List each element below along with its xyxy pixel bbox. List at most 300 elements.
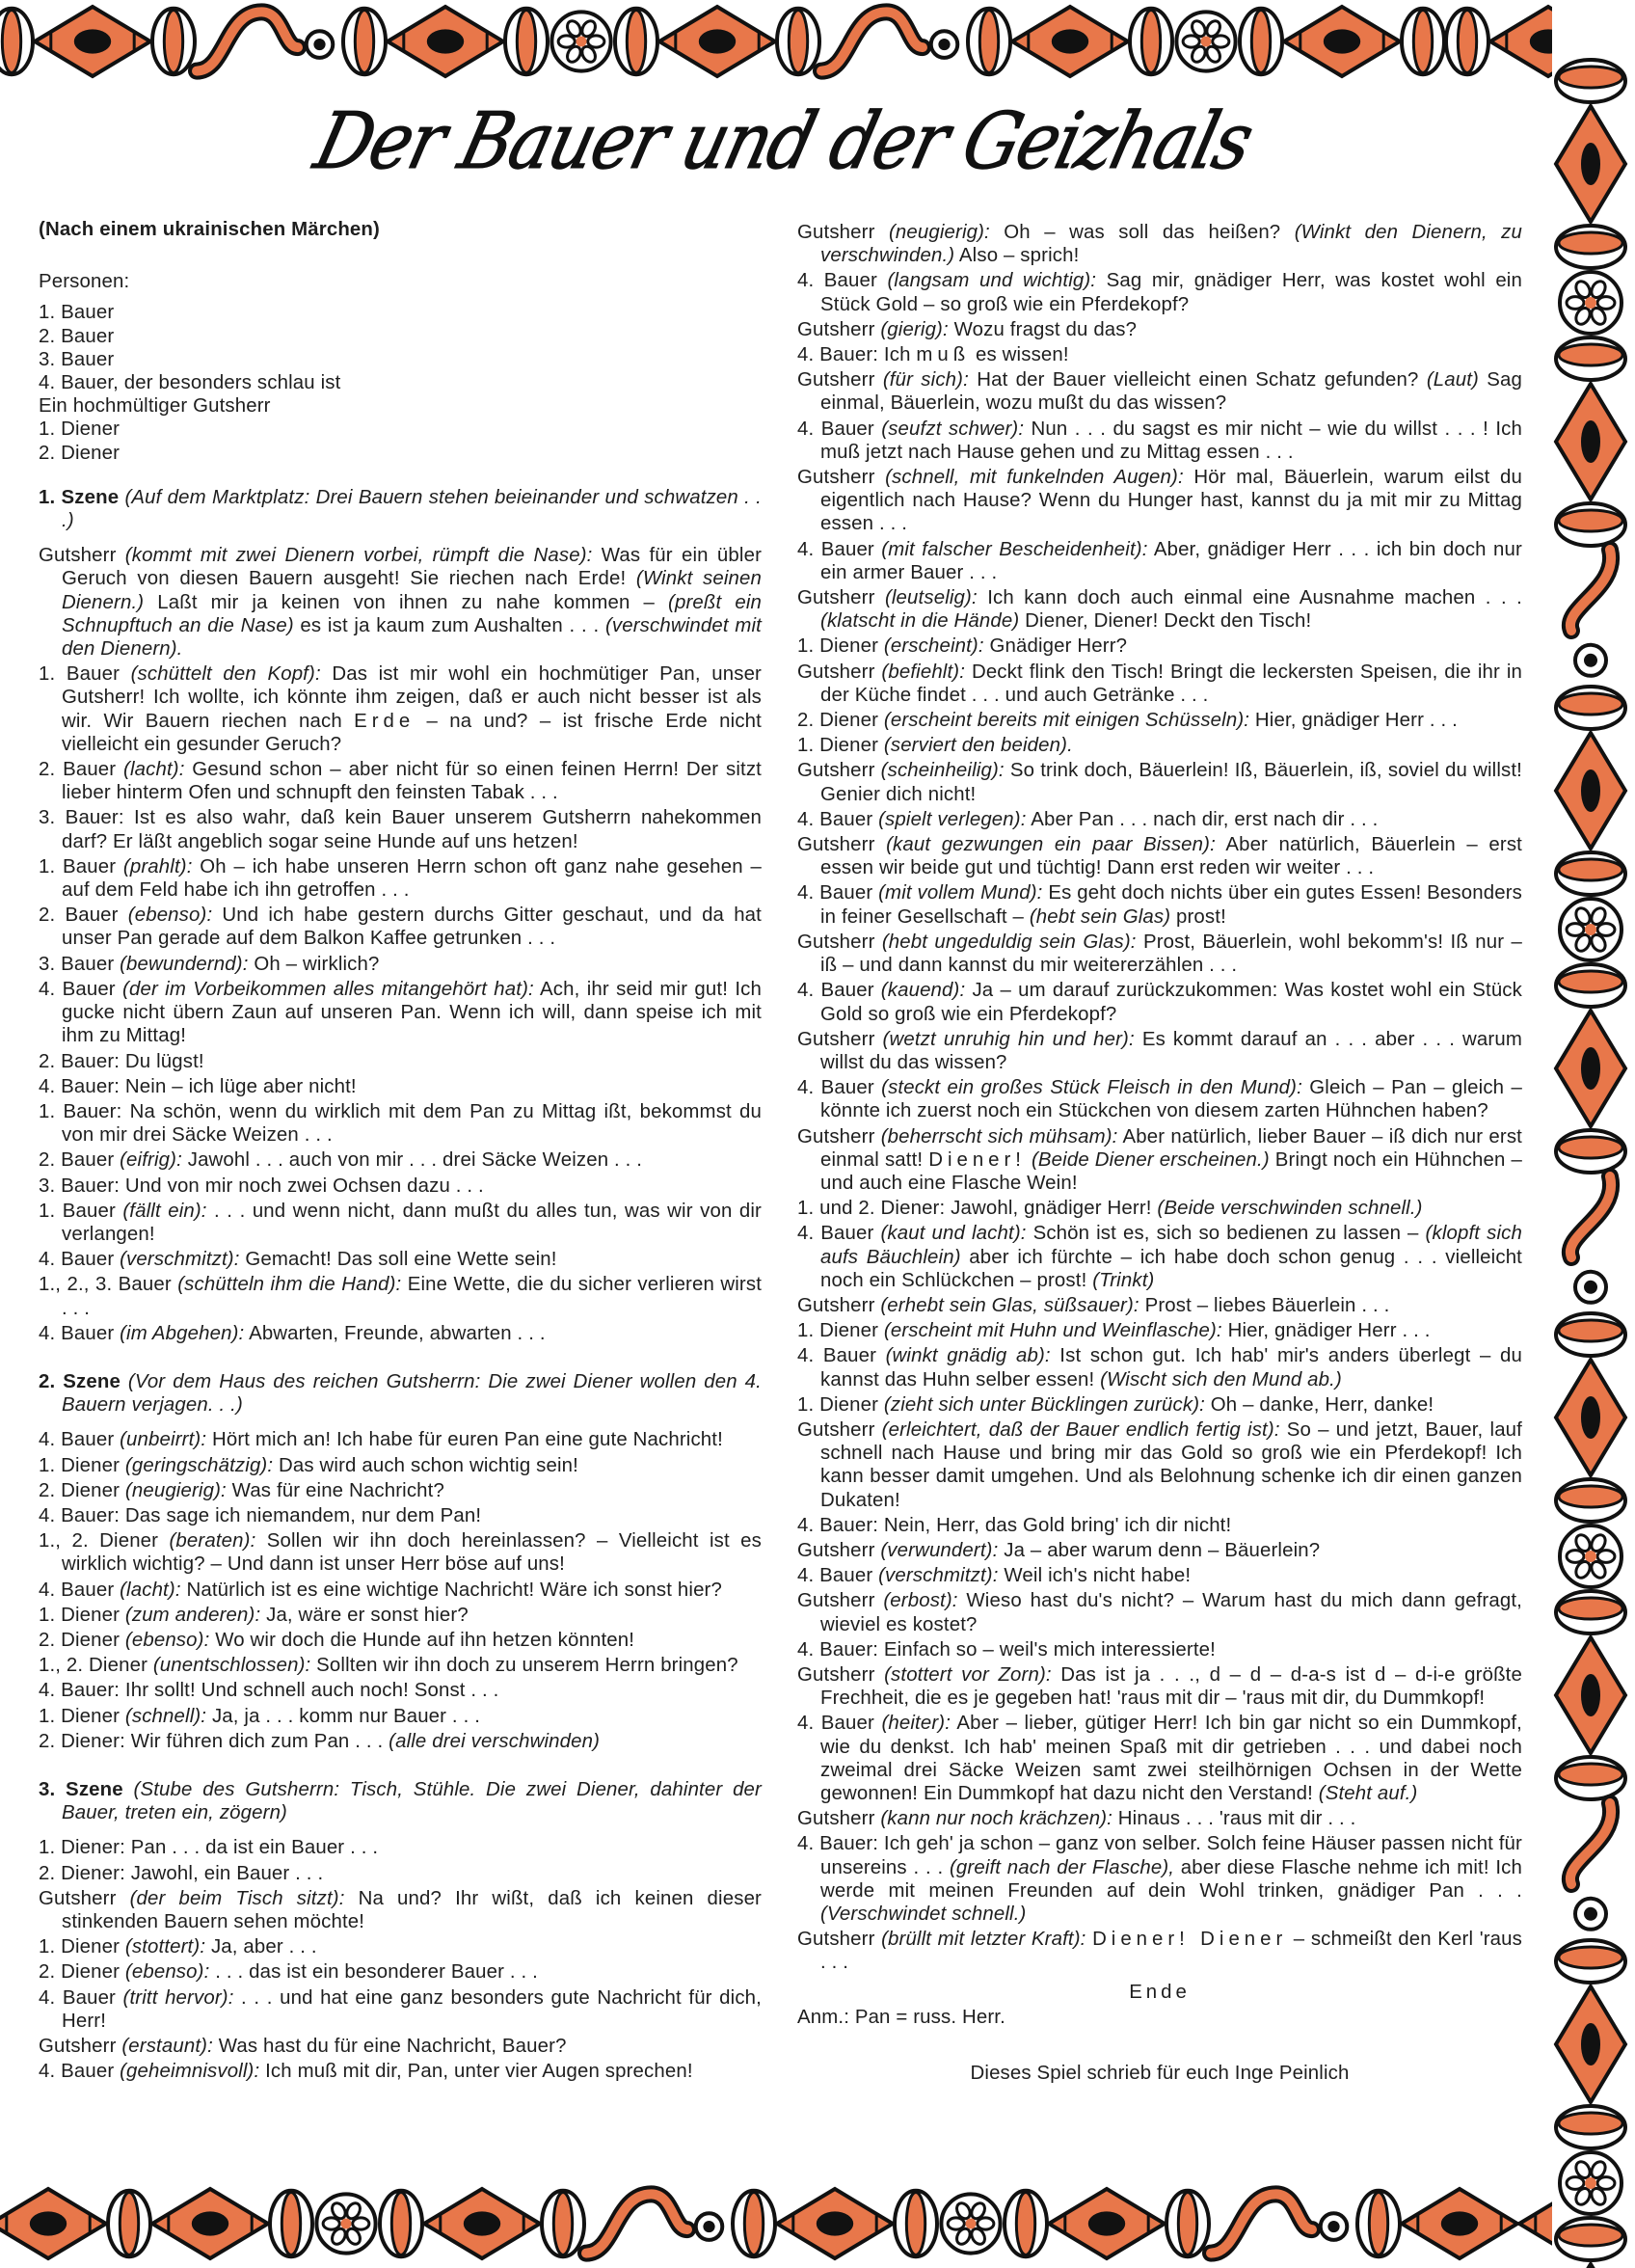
speaker-name: 4. Bauer: [797, 808, 873, 830]
bead-center: [1324, 29, 1360, 53]
spoken-text: Aber, gnädiger Herr . . . ich bin doch nur ein armer Bauer . . .: [820, 538, 1522, 583]
dialogue-line: [39, 662, 762, 756]
stage-direction: (erscheint bereits mit einigen Schüsseln):: [878, 710, 1250, 732]
dialogue-line: [797, 318, 1522, 341]
stage-direction: (schnell, mit funkelnden Augen):: [874, 467, 1184, 489]
spoken-text: : Das sage ich niemandem, nur dem Pan!: [114, 1504, 482, 1526]
dialogue-line: [39, 1705, 762, 1728]
speaker-name: 2. Diener: [39, 1479, 121, 1501]
speaker-name: 4. Bauer: [797, 344, 873, 366]
disc-stripe: [1559, 2113, 1622, 2134]
bead-center: [1581, 1047, 1600, 1090]
dialogue-line: [39, 1479, 762, 1502]
cast-item: 1. Bauer: [39, 302, 115, 324]
spoken-text: Gnädiger Herr?: [983, 635, 1128, 658]
stage-direction: (hebt ungeduldig sein Glas):: [874, 931, 1137, 953]
dialogue-line: [39, 1935, 762, 1958]
stage-direction: (klatscht in die Hände): [820, 610, 1020, 633]
eye-pupil: [938, 39, 950, 50]
stage-direction: (preßt ein Schnupftuch an die Nase): [62, 591, 763, 636]
dialogue-line: [39, 1148, 762, 1172]
dialogue-line: [39, 1174, 762, 1198]
spoken-text: Aber natürlich, Bäuerlein – erst essen wir beide gut und tüchtig! Dann erst reden wir weiter . . .: [820, 834, 1522, 879]
disc-stripe: [1559, 1486, 1622, 1507]
disc-stripe: [1559, 971, 1622, 992]
dialogue-line: [39, 978, 762, 1048]
eye-pupil: [1584, 1907, 1597, 1921]
dialogue-line: [797, 343, 1522, 366]
dialogue-line: [797, 1564, 1522, 1587]
stage-direction: (verschmitzt):: [872, 1565, 999, 1587]
eye-pupil: [703, 2221, 714, 2232]
disc-stripe: [2, 11, 20, 73]
stage-direction: (heiter):: [873, 1713, 952, 1735]
spoken-text: Ja – um darauf zurückzukommen: Was kostet wohl ein Stück Gold so groß wie ein Pferdekopf?: [820, 980, 1522, 1025]
speaker-name: 1., 2. Diener: [39, 1530, 159, 1552]
speaker-name: 2. Diener: [39, 1730, 121, 1752]
eye-pupil: [1584, 1281, 1597, 1294]
speaker-name: 2. Bauer: [39, 1050, 115, 1072]
flower-center: [1585, 2177, 1596, 2189]
flower-petal: [1597, 297, 1615, 310]
spoken-text: Schön ist es, sich so bedienen zu lassen –: [1026, 1223, 1426, 1245]
spoken-text: Diener, Diener! Deckt den Tisch!: [1019, 610, 1312, 633]
author-credit: Dieses Spiel schrieb für euch Inge Peinlich: [970, 2063, 1350, 2085]
spoken-text: Aber natürlich, lieber Bauer – iß dich nur erst einmal satt!: [820, 1125, 1522, 1171]
dialogue-line: [797, 1418, 1522, 1512]
spoken-text: Gleich – Pan – gleich – könnte ich zuerst noch ein Stückchen von diesem zarten Hühnchen haben?: [820, 1077, 1522, 1122]
flower-petal: [1567, 924, 1584, 936]
spoken-text: prost!: [1170, 905, 1226, 928]
flower-center: [965, 2218, 976, 2228]
stage-direction: (verschmitzt):: [114, 1249, 240, 1271]
stage-direction: (lacht):: [114, 1579, 181, 1601]
stage-direction: (erstaunt):: [116, 2036, 213, 2058]
dialogue-line: [797, 661, 1522, 707]
bead-center: [1441, 2211, 1478, 2235]
speaker-name: 2. Bauer: [39, 904, 119, 927]
spoken-text: Ich muß mit dir, Pan, unter vier Augen sprechen!: [259, 2061, 693, 2083]
stage-direction: (schnell):: [120, 1705, 207, 1727]
spoken-text: Weil ich's nicht habe!: [998, 1565, 1192, 1587]
speaker-name: 1. Diener: [797, 735, 879, 757]
disc-stripe: [1559, 693, 1622, 715]
speaker-name: 4. Bauer: [39, 1322, 115, 1344]
stage-direction: (kommt mit zwei Dienern vorbei, rümpft die Nase):: [116, 545, 593, 567]
dialogue-line: [797, 1807, 1522, 1830]
spoken-text: : Pan . . . da ist ein Bauer . . .: [120, 1837, 379, 1859]
stage-direction: (serviert den beiden).: [878, 735, 1073, 757]
page-title: Der Bauer und der Geizhals: [307, 94, 1261, 187]
stage-direction: (fällt ein):: [115, 1200, 207, 1222]
dialogue-line: [797, 1076, 1522, 1122]
speaker-name: Gutsherr: [797, 318, 875, 340]
disc-stripe: [164, 11, 182, 73]
dialogue-line: [797, 466, 1522, 536]
scene-spacer: [39, 1347, 762, 1370]
stage-direction: (stottert vor Zorn):: [874, 1663, 1052, 1686]
disc-stripe: [1251, 11, 1270, 73]
dialogue-line: [39, 1050, 762, 1073]
cast-item: Ein hochmültiger Gutsherr: [39, 395, 271, 418]
spoken-text: Sag einmal, Bäuerlein, wozu mußt du das wissen?: [820, 369, 1523, 415]
speaker-name: Gutsherr: [797, 1539, 875, 1561]
disc-stripe: [1559, 1598, 1622, 1619]
dialogue-line: [797, 1344, 1522, 1390]
stage-direction: (tritt hervor):: [116, 1986, 234, 2009]
scene-heading: [39, 486, 762, 532]
scene-label: 2. Szene: [39, 1370, 121, 1392]
spoken-text: Es kommt darauf an . . . aber . . . warum willst du das wissen?: [820, 1028, 1522, 1073]
spoken-text: Hier, gnädiger Herr . . .: [1249, 710, 1458, 732]
stage-direction: (zum anderen):: [120, 1604, 261, 1626]
emphasized-text: Diener!: [928, 1148, 1026, 1171]
spoken-text: Wieso hast du's nicht? – Warum hast du mich dann gefragt, wieviel es kostet?: [820, 1590, 1522, 1635]
stage-direction: (Verschwindet schnell.): [820, 1904, 1027, 1926]
spoken-text: – schmeißt den Kerl 'raus . . .: [820, 1929, 1523, 1974]
dialogue-line: [39, 953, 762, 976]
flower-petal: [948, 2218, 964, 2229]
speaker-name: Gutsherr: [797, 1590, 875, 1612]
spoken-text: Abwarten, Freunde, abwarten . . .: [244, 1322, 546, 1344]
left-column: [39, 218, 762, 2085]
speaker-name: Gutsherr: [797, 1028, 875, 1050]
dialogue-line: [797, 1294, 1522, 1317]
flower-center: [1200, 36, 1211, 46]
stage-direction: (ebenso):: [120, 1961, 210, 1984]
speaker-name: 4. Bauer: [797, 1833, 873, 1855]
speaker-name: 4. Bauer: [797, 980, 874, 1002]
bead-center: [74, 29, 111, 53]
stage-direction: (ebenso):: [118, 904, 213, 927]
spoken-text: Deckt flink den Tisch! Bringt die leckersten Speisen, die ihr in der Küche findet . . . und auch Getränke . . .: [820, 661, 1522, 706]
stage-direction: (erscheint):: [878, 635, 984, 658]
stage-direction: (steckt ein großes Stück Fleisch in den Mund):: [873, 1077, 1302, 1099]
speaker-name: Gutsherr: [797, 1808, 875, 1830]
disc-stripe: [1369, 2193, 1387, 2255]
spoken-text: So trink doch, Bäuerlein! Iß, Bäuerlein, iß, soviel du willst! Genier dich nicht!: [820, 760, 1522, 805]
dialogue-line: [39, 1200, 762, 1246]
speaker-name: Gutsherr: [797, 222, 875, 243]
scene-heading: [39, 1370, 762, 1417]
speaker-name: 4. Bauer: [797, 1514, 873, 1536]
flower-petal: [978, 2218, 994, 2229]
speaker-name: Gutsherr: [797, 1929, 875, 1951]
spoken-text: : Jawohl, ein Bauer . . .: [120, 1862, 324, 1884]
stage-direction: (winkt gnädig ab):: [876, 1345, 1051, 1367]
stage-direction: (beherrscht sich mühsam):: [874, 1125, 1118, 1148]
spoken-text: – na und? – ist frische Erde nicht vielleicht ein gesunder Geruch?: [62, 710, 762, 755]
stage-direction: (Beide Diener erscheinen.): [1031, 1148, 1270, 1171]
dialogue-line: [39, 1504, 762, 1527]
spoken-text: . . . und wenn nicht, dann mußt du alles tun, was wir von dir verlangen!: [62, 1200, 762, 1245]
dialogue-line: [797, 979, 1522, 1025]
disc-stripe: [120, 2193, 138, 2255]
dialogue-line: [797, 808, 1522, 831]
speaker-name: 4. Bauer: [797, 882, 873, 904]
stage-direction: (verschwindet mit den Dienern).: [62, 614, 762, 661]
bead-center: [1581, 770, 1600, 812]
spoken-text: Was für eine Nachricht?: [226, 1479, 444, 1501]
spoken-text: aber diese Flasche nehme ich mit! Ich werde mit meinen Freunden auf dein Wohl trinken, gnädiger Pan . . .: [820, 1856, 1522, 1902]
spoken-text: : Wir führen dich zum Pan . . .: [120, 1730, 389, 1752]
disc-stripe: [744, 2193, 763, 2255]
speaker-name: 3. Bauer: [39, 1174, 115, 1197]
dialogue-line: [797, 269, 1522, 315]
disc-stripe: [1178, 2193, 1196, 2255]
end-marker: Ende: [1129, 1981, 1191, 2003]
speaker-name: 1. Diener: [39, 1454, 121, 1476]
spoken-text: Ich kann doch auch einmal eine Ausnahme machen . . .: [977, 587, 1522, 609]
cast-item: 4. Bauer, der besonders schlau ist: [39, 372, 341, 394]
spoken-text: Sollten wir ihn doch zu unserem Herrn bringen?: [310, 1655, 738, 1677]
stage-direction: (kaut und lacht):: [873, 1223, 1027, 1245]
spoken-text: Eine Wette, die du sicher verlieren wirst . . .: [62, 1274, 763, 1319]
dialogue-line: [39, 1604, 762, 1627]
flower-center: [1585, 1551, 1596, 1562]
spoken-text: Hinaus . . . 'raus mit dir . . .: [1112, 1808, 1356, 1830]
script-flow-left: [39, 486, 762, 2084]
spoken-text: Hier, gnädiger Herr . . .: [1221, 1320, 1431, 1342]
spoken-text: So – und jetzt, Bauer, lauf schnell nach Hause und bring mir das Gold so groß wie ein Pferdekopf! Ich kann besser damit umgehen. Und als Belohnung schenke ich dir einen ganzen Dukaten!: [820, 1418, 1522, 1511]
stage-direction: (der beim Tisch sitzt):: [116, 1887, 345, 1909]
disc-stripe: [979, 11, 998, 73]
spoken-text: Natürlich ist es eine wichtige Nachricht! Wäre ich sonst hier?: [180, 1579, 722, 1601]
disc-stripe: [906, 2193, 925, 2255]
speaker-name: 1. Diener: [39, 1705, 121, 1727]
dialogue-line: [797, 368, 1522, 415]
stage-direction: (alle drei verschwinden): [389, 1730, 601, 1752]
spoken-text: : Nein – ich lüge aber nicht!: [114, 1075, 357, 1097]
spoken-text: Ja, wäre er sonst hier?: [260, 1604, 469, 1626]
stage-direction: (unbeirrt):: [114, 1429, 207, 1451]
dialogue-line: [39, 806, 762, 852]
bead-center: [464, 2211, 500, 2235]
stage-direction: (verwundert):: [874, 1539, 999, 1561]
spoken-text: Oh – ich habe unseren Herrn schon oft ganz nahe gesehen – auf dem Feld habe ich ihn getroffen . . .: [62, 855, 762, 902]
disc-stripe: [1559, 1947, 1622, 1968]
stage-direction: (im Abgehen):: [114, 1322, 245, 1344]
dialogue-line: [39, 1100, 762, 1147]
speaker-name: Gutsherr: [797, 1125, 875, 1148]
cast-item: 1. Diener: [39, 418, 121, 441]
dialogue-line: [39, 1273, 762, 1319]
bead-center: [1581, 1396, 1600, 1439]
stage-direction: (Trinkt): [1092, 1269, 1155, 1291]
dialogue-line: [797, 1222, 1522, 1292]
speaker-name: 2. Diener: [39, 1862, 121, 1884]
speaker-name: 1. und 2. Diener: [797, 1198, 940, 1220]
dialogue-line: [39, 1454, 762, 1477]
speaker-name: Gutsherr: [797, 834, 875, 856]
dialogue-line: [797, 418, 1522, 464]
spoken-text: Was hast du für eine Nachricht, Bauer?: [212, 2036, 567, 2058]
stage-direction: (beraten):: [158, 1530, 256, 1552]
spoken-text: Oh – was soll das heißen?: [989, 222, 1295, 243]
dialogue-line: [797, 1638, 1522, 1661]
dialogue-line: [797, 759, 1522, 805]
disc-stripe: [1141, 11, 1160, 73]
speaker-name: 4. Bauer: [797, 418, 874, 440]
stage-direction: (für sich):: [874, 369, 969, 392]
spoken-text: : Nein, Herr, das Gold bring' ich dir nicht!: [872, 1514, 1232, 1536]
spoken-text: Bringt noch ein Hühnchen – und auch eine Flasche Wein!: [820, 1148, 1522, 1194]
stage-direction: (bewundernd):: [114, 953, 249, 975]
stage-direction: (Steht auf.): [1318, 1783, 1418, 1804]
dialogue-line: [39, 544, 762, 661]
speaker-name: 2. Bauer: [39, 1149, 115, 1172]
dialogue-line: [797, 1028, 1522, 1074]
dialogue-line: [39, 1248, 762, 1271]
spoken-text: es ist ja kaum zum Aushalten . . .: [293, 614, 605, 636]
spoken-text: : Na schön, wenn du wirklich mit dem Pan zu Mittag ißt, bekommst du von mir drei Säcke Weizen . . .: [62, 1100, 762, 1147]
cast-item: 2. Bauer: [39, 325, 115, 347]
stage-direction: (prahlt):: [116, 855, 193, 878]
disc-stripe: [1559, 344, 1622, 365]
stage-direction: (der im Vorbeikommen alles mitangehört hat):: [115, 978, 534, 1000]
dialogue-line: [39, 1428, 762, 1451]
dialogue-line: [797, 881, 1522, 928]
speaker-name: Gutsherr: [39, 2036, 117, 2058]
stage-direction: (mit falscher Bescheidenheit):: [873, 538, 1148, 560]
spoken-text: Prost, Bäuerlein, wohl bekomm's! Iß nur – iß – und dann kannst du mir weitererzählen . . .: [820, 931, 1523, 977]
dialogue-line: [797, 1832, 1522, 1926]
speaker-name: 4. Bauer: [39, 1429, 115, 1451]
stage-direction: (zieht sich unter Bücklingen zurück):: [878, 1393, 1205, 1416]
speaker-name: 3. Bauer: [39, 953, 115, 975]
disc-stripe: [1458, 11, 1476, 73]
flower-petal: [1567, 2177, 1584, 2190]
disc-stripe: [1559, 859, 1622, 880]
speaker-name: 1. Diener: [797, 1320, 879, 1342]
stage-direction: (geringschätzig):: [120, 1454, 274, 1476]
spoken-text: Oh – wirklich?: [248, 953, 380, 975]
stage-direction: (schütteln ihm die Hand):: [171, 1274, 402, 1296]
dialogue-line: [797, 1712, 1522, 1805]
dialogue-line: [39, 1730, 762, 1753]
stage-direction: (kauend):: [873, 980, 966, 1002]
bead-center: [30, 2211, 67, 2235]
spoken-text: Ja, ja . . . komm nur Bauer . . .: [206, 1705, 481, 1727]
speaker-name: 4. Bauer: [797, 1565, 873, 1587]
speaker-name: Gutsherr: [797, 760, 875, 782]
speaker-name: Gutsherr: [797, 661, 875, 683]
speaker-name: 1., 2., 3. Bauer: [39, 1274, 172, 1296]
diamond-bead: [1556, 2264, 1625, 2268]
stage-direction: (stottert):: [120, 1936, 206, 1958]
stage-direction: (leutselig):: [874, 587, 978, 609]
spoken-text: Jawohl . . . auch von mir . . . drei Säcke Weizen . . .: [181, 1149, 643, 1172]
emphasized-text: Diener! Diener: [1092, 1929, 1288, 1951]
spoken-text: : Ist es also wahr, daß kein Bauer unserem Gutsherrn nahekommen darf? Er läßt angeblich sogar seine Hunde auf uns hetzen!: [62, 807, 762, 852]
spoken-text: . . . und hat eine ganz besonders gute Nachricht für dich, Herr!: [62, 1986, 762, 2032]
disc-stripe: [789, 11, 807, 73]
stage-direction: (langsam und wichtig):: [876, 270, 1097, 292]
speaker-name: Gutsherr: [797, 1418, 875, 1441]
spoken-text: Wo wir doch die Hunde auf ihn hetzen könnten!: [209, 1629, 635, 1651]
speaker-name: 4. Bauer: [797, 1713, 874, 1735]
speaker-name: 4. Bauer: [797, 1223, 874, 1245]
disc-stripe: [391, 2193, 410, 2255]
stage-direction: (kaut gezwungen ein paar Bissen):: [874, 834, 1216, 856]
stage-direction: (Winkt den Dienern, zu verschwinden.): [820, 222, 1523, 267]
emphasized-text: Erde: [354, 710, 415, 732]
dialogue-line: [797, 634, 1522, 658]
dialogue-line: [797, 1539, 1522, 1562]
stage-direction: (ebenso):: [120, 1629, 210, 1651]
bead-center: [1581, 420, 1600, 463]
ornament-border-right: [1546, 58, 1635, 2268]
spoken-text: Gesund schon – aber nicht für so einen feinen Herrn! Der sitzt lieber hinterm Ofen und schnupft den feinsten Tabak . . .: [62, 759, 762, 804]
flower-center: [1585, 297, 1596, 309]
disc-stripe: [1559, 1137, 1622, 1158]
stage-direction: (neugierig):: [874, 222, 990, 243]
spoken-text: Das wird auch schon wichtig sein!: [273, 1454, 578, 1476]
speaker-name: Gutsherr: [39, 1887, 117, 1909]
flower-petal: [353, 2218, 369, 2229]
spoken-text: : Jawohl, gnädiger Herr!: [939, 1198, 1158, 1220]
speaker-name: 4. Bauer: [39, 1680, 115, 1702]
spoken-text: es wissen!: [970, 344, 1069, 366]
eye-pupil: [1327, 2221, 1339, 2232]
spoken-text: Gemacht! Das soll eine Wette sein!: [239, 1249, 557, 1271]
speaker-name: Gutsherr: [797, 1663, 875, 1686]
bead-center: [192, 2211, 228, 2235]
spoken-text: Wozu fragst du das?: [948, 318, 1138, 340]
dialogue-line: [797, 1663, 1522, 1710]
dialogue-line: [39, 1629, 762, 1652]
spoken-text: . . . das ist ein besonderer Bauer . . .: [209, 1961, 538, 1984]
speaker-name: 4. Bauer: [39, 2061, 115, 2083]
spoken-text: Sollen wir ihn doch hereinlassen? – Vielleicht ist es wirklich wichtig? – Und dann ist unser Herr böse auf uns!: [62, 1530, 762, 1576]
disc-stripe: [553, 2193, 572, 2255]
speaker-name: 3. Bauer: [39, 807, 119, 829]
spoken-text: Prost – liebes Bäuerlein . . .: [1139, 1294, 1390, 1316]
flower-center: [576, 36, 586, 46]
dialogue-line: [39, 1679, 762, 1702]
bead-center: [1581, 143, 1600, 185]
stage-direction: (wetzt unruhig hin und her):: [874, 1028, 1135, 1050]
spoken-text: Es geht doch nichts über ein gutes Essen! Besonders in feiner Gesellschaft –: [820, 882, 1523, 928]
dialogue-line: [797, 586, 1522, 633]
stage-direction: (Winkt seinen Dienern.): [62, 568, 762, 613]
flower-center: [1585, 924, 1596, 935]
flower-petal: [1183, 36, 1199, 47]
stage-direction: (mit vollem Mund):: [872, 882, 1043, 904]
disc-stripe: [1559, 1764, 1622, 1785]
disc-stripe: [1559, 232, 1622, 254]
stage-direction: (spielt verlegen):: [872, 808, 1027, 830]
flower-center: [340, 2218, 351, 2228]
eye-pupil: [313, 39, 325, 50]
spoken-text: : Einfach so – weil's mich interessierte!: [872, 1638, 1216, 1660]
stage-direction: (lacht):: [116, 759, 185, 781]
speaker-name: 2. Diener: [797, 710, 879, 732]
stage-direction: (scheinheilig):: [874, 760, 1005, 782]
cast-item: 3. Bauer: [39, 348, 115, 370]
dialogue-line: [797, 1393, 1522, 1417]
speaker-name: 4. Bauer: [39, 1249, 115, 1271]
disc-stripe: [1413, 11, 1432, 73]
speaker-name: Gutsherr: [797, 587, 875, 609]
speaker-name: 4. Bauer: [797, 1345, 877, 1367]
spoken-text: Ja, aber . . .: [205, 1936, 317, 1958]
speaker-name: 1. Bauer: [39, 1200, 116, 1222]
speaker-name: 1. Bauer: [39, 663, 121, 686]
stage-direction: (gierig):: [874, 318, 949, 340]
flower-petal: [558, 36, 575, 47]
flower-petal: [588, 36, 604, 47]
